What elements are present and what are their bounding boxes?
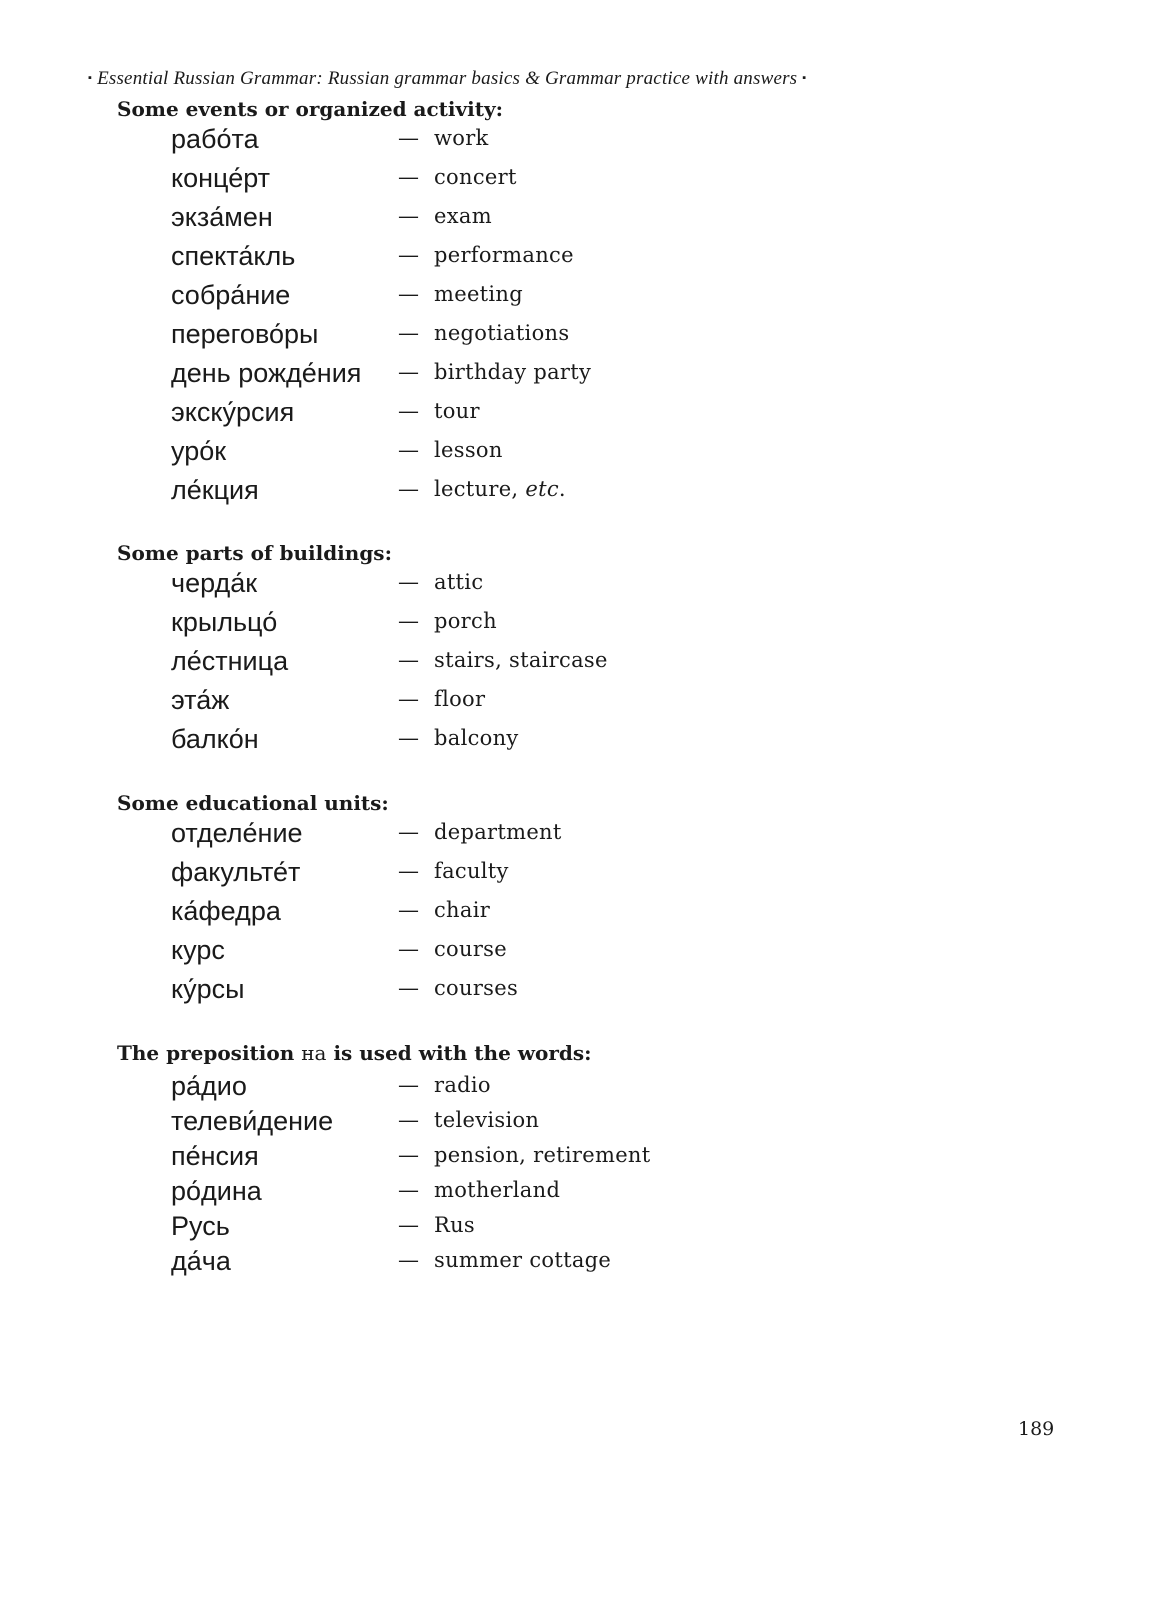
list-item <box>0 685 486 724</box>
title-part: The preposition <box>117 1041 302 1065</box>
russian-word: эта́ж <box>171 685 230 715</box>
dash: — <box>398 243 419 267</box>
english-translation: lesson <box>434 438 503 462</box>
preposition-word: на <box>301 1041 327 1065</box>
english-translation: course <box>434 937 507 961</box>
russian-word: отделе́ние <box>171 818 303 848</box>
english-translation: summer cottage <box>434 1248 612 1272</box>
section-preposition-na <box>0 1038 651 1281</box>
bullet-right: ▪ <box>802 72 807 84</box>
english-translation: attic <box>434 570 484 594</box>
russian-word: черда́к <box>171 568 258 598</box>
section-title: Some educational units: <box>117 791 389 815</box>
list-item <box>0 1141 651 1176</box>
dash: — <box>398 1248 419 1272</box>
russian-word: да́ча <box>171 1246 231 1276</box>
list-item <box>0 568 484 607</box>
russian-word: ле́кция <box>171 475 259 505</box>
russian-word: факульте́т <box>171 857 301 887</box>
russian-word: собра́ние <box>171 280 291 310</box>
english-translation: negotiations <box>434 321 570 345</box>
dash: — <box>398 477 419 501</box>
english-translation: performance <box>434 243 574 267</box>
list-item <box>0 1176 591 1211</box>
section-buildings <box>0 538 608 763</box>
russian-word: балко́н <box>171 724 259 754</box>
list-item <box>0 724 519 763</box>
list-item <box>0 935 507 974</box>
english-translation: balcony <box>434 726 519 750</box>
english-translation: radio <box>434 1073 491 1097</box>
dash: — <box>398 1108 419 1132</box>
section-events <box>0 94 592 514</box>
dash: — <box>398 859 419 883</box>
dash: — <box>398 976 419 1000</box>
section-title <box>117 1038 591 1071</box>
dash: — <box>398 937 419 961</box>
list-item <box>0 397 503 436</box>
russian-word: экску́рсия <box>171 397 295 427</box>
english-translation: meeting <box>434 282 523 306</box>
dash: — <box>398 609 419 633</box>
russian-word: рабо́та <box>171 124 259 154</box>
punctuation: . <box>558 477 566 501</box>
list-item <box>0 1071 591 1106</box>
list-item <box>0 241 574 280</box>
list-item <box>0 646 608 685</box>
russian-word: конце́рт <box>171 163 271 193</box>
title-part: is used with the words: <box>326 1041 592 1065</box>
list-item <box>0 896 491 935</box>
section-title: Some events or organized activity: <box>117 97 503 121</box>
running-head <box>88 68 806 90</box>
english-translation: television <box>434 1108 540 1132</box>
english-translation: work <box>434 126 489 150</box>
list-item <box>0 818 562 857</box>
russian-word: уро́к <box>171 436 227 466</box>
dash: — <box>398 726 419 750</box>
english-translation: pension, retirement <box>434 1143 651 1167</box>
dash: — <box>398 165 419 189</box>
english-translation: courses <box>434 976 519 1000</box>
russian-word: телеви́дение <box>171 1106 334 1136</box>
page-number: 189 <box>1018 1418 1055 1440</box>
dash: — <box>398 820 419 844</box>
russian-word: ле́стница <box>171 646 289 676</box>
list-item <box>0 319 570 358</box>
dash: — <box>398 126 419 150</box>
english-translation: concert <box>434 165 517 189</box>
dash: — <box>398 1213 419 1237</box>
dash: — <box>398 321 419 345</box>
english-translation: chair <box>434 898 491 922</box>
dash: — <box>398 570 419 594</box>
dash: — <box>398 687 419 711</box>
dash: — <box>398 438 419 462</box>
dash: — <box>398 1178 419 1202</box>
dash: — <box>398 204 419 228</box>
dash: — <box>398 648 419 672</box>
dash: — <box>398 898 419 922</box>
english-translation: Rus <box>434 1213 476 1237</box>
russian-word: крыльцо́ <box>171 607 278 637</box>
list-item <box>0 436 503 475</box>
english-translation: birthday party <box>434 360 592 384</box>
list-item <box>0 1106 591 1141</box>
english-translation: floor <box>434 687 486 711</box>
list-item <box>0 607 497 646</box>
russian-word: пе́нсия <box>171 1141 259 1171</box>
russian-word: ка́федра <box>171 896 281 926</box>
list-item <box>0 974 519 1013</box>
list-item <box>0 1211 591 1246</box>
russian-word: спекта́кль <box>171 241 296 271</box>
russian-word: ра́дио <box>171 1071 247 1101</box>
english-translation: faculty <box>434 859 509 883</box>
running-head-text: Essential Russian Grammar: Russian grammar basics & Grammar practice with answers <box>97 68 798 89</box>
english-translation: exam <box>434 204 492 228</box>
english-translation: porch <box>434 609 497 633</box>
dash: — <box>398 1073 419 1097</box>
list-item <box>0 124 503 163</box>
list-item <box>0 475 566 514</box>
dash: — <box>398 399 419 423</box>
english-translation <box>434 477 566 501</box>
russian-word: перегово́ры <box>171 319 319 349</box>
russian-word: Русь <box>171 1211 230 1241</box>
dash: — <box>398 360 419 384</box>
list-item <box>0 1246 612 1281</box>
english-translation: tour <box>434 399 480 423</box>
english-text: lecture, <box>434 477 526 501</box>
list-item <box>0 857 509 896</box>
russian-word: ку́рсы <box>171 974 245 1004</box>
list-item <box>0 202 503 241</box>
list-item <box>0 163 517 202</box>
bullet-left: ▪ <box>88 72 93 84</box>
english-translation: stairs, staircase <box>434 648 608 672</box>
english-translation: department <box>434 820 562 844</box>
section-educational-units <box>0 788 562 1013</box>
russian-word: экза́мен <box>171 202 273 232</box>
section-title: Some parts of buildings: <box>117 541 392 565</box>
list-item <box>0 358 592 397</box>
dash: — <box>398 282 419 306</box>
english-translation: motherland <box>434 1178 561 1202</box>
italic-abbreviation: etc <box>525 477 559 501</box>
russian-word: ро́дина <box>171 1176 262 1206</box>
dash: — <box>398 1143 419 1167</box>
list-item <box>0 280 523 319</box>
russian-word: курс <box>171 935 225 965</box>
russian-word: день рожде́ния <box>171 358 362 388</box>
